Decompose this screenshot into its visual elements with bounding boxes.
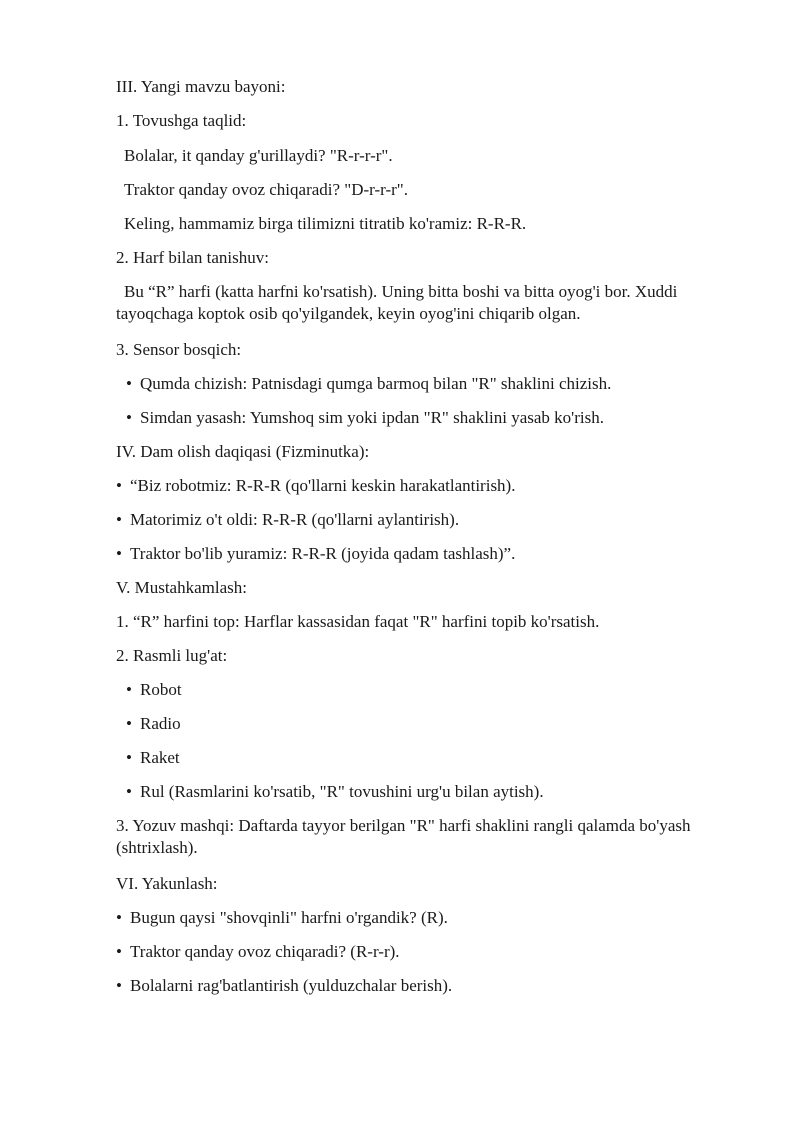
list-item: [126, 713, 766, 735]
paragraph: Bu “R” harfi (katta harfni ko'rsatish). Uning bitta boshi va bitta oyog'i bor. Xuddi tayoqchaga koptok osib qo'yilgandek, keyin oyog'ini chiqarib olgan.: [116, 282, 678, 323]
bullet-icon: •: [126, 408, 132, 427]
subheading-harf-bilan-tanishuv: 2. Harf bilan tanishuv:: [116, 248, 269, 267]
bullet-icon: •: [116, 976, 122, 995]
paragraph: Keling, hammamiz birga tilimizni titratib ko'ramiz: R-R-R.: [124, 214, 527, 233]
list-item-text: Bolalarni rag'batlantirish (yulduzchalar berish).: [130, 976, 453, 995]
section-heading-5: V. Mustahkamlash:: [116, 578, 247, 597]
list-item-text: Raket: [140, 748, 180, 767]
section-heading-6: VI. Yakunlash:: [116, 874, 218, 893]
list-item: [126, 407, 766, 429]
list-item-text: “Biz robotmiz: R-R-R (qo'llarni keskin harakatlantirish).: [130, 476, 516, 495]
list-item: [126, 781, 766, 803]
bullet-icon: •: [116, 908, 122, 927]
bullet-icon: •: [116, 544, 122, 563]
list-item: [116, 509, 756, 531]
bullet-icon: •: [126, 748, 132, 767]
list-item-text: Qumda chizish: Patnisdagi qumga barmoq bilan "R" shaklini chizish.: [140, 374, 612, 393]
bullet-icon: •: [116, 476, 122, 495]
list-item-text: Traktor qanday ovoz chiqaradi? (R-r-r).: [130, 942, 400, 961]
bullet-icon: •: [126, 680, 132, 699]
list-item: [126, 373, 766, 395]
paragraph: Bolalar, it qanday g'urillaydi? "R-r-r-r".: [124, 146, 393, 165]
list-item-text: Matorimiz o't oldi: R-R-R (qo'llarni aylantirish).: [130, 510, 460, 529]
list-item: [116, 941, 756, 963]
section-heading-4: IV. Dam olish daqiqasi (Fizminutka):: [116, 442, 370, 461]
list-item: [116, 975, 756, 997]
paragraph: 3. Yozuv mashqi: Daftarda tayyor berilgan "R" harfi shaklini rangli qalamda bo'yash (shtrixlash).: [116, 816, 691, 857]
bullet-icon: •: [126, 374, 132, 393]
bullet-icon: •: [116, 942, 122, 961]
subheading-rasmli-lugat: 2. Rasmli lug'at:: [116, 646, 228, 665]
list-item: [116, 543, 756, 565]
bullet-icon: •: [126, 714, 132, 733]
paragraph: Traktor qanday ovoz chiqaradi? "D-r-r-r".: [124, 180, 408, 199]
list-item: [116, 907, 756, 929]
list-item-text: Rul (Rasmlarini ko'rsatib, "R" tovushini urg'u bilan aytish).: [140, 782, 544, 801]
list-item: [126, 679, 766, 701]
list-item: [126, 747, 766, 769]
list-item-text: Robot: [140, 680, 182, 699]
list-item-text: Simdan yasash: Yumshoq sim yoki ipdan "R" shaklini yasab ko'rish.: [140, 408, 604, 427]
bullet-icon: •: [126, 782, 132, 801]
subheading-tovushga-taqlid: 1. Tovushga taqlid:: [116, 111, 247, 130]
list-item-text: Traktor bo'lib yuramiz: R-R-R (joyida qadam tashlash)”.: [130, 544, 516, 563]
list-item-text: Radio: [140, 714, 181, 733]
bullet-icon: •: [116, 510, 122, 529]
paragraph: 1. “R” harfini top: Harflar kassasidan faqat "R" harfini topib ko'rsatish.: [116, 612, 600, 631]
subheading-sensor-bosqich: 3. Sensor bosqich:: [116, 340, 242, 359]
section-heading-3: III. Yangi mavzu bayoni:: [116, 77, 286, 96]
list-item-text: Bugun qaysi "shovqinli" harfni o'rgandik? (R).: [130, 908, 448, 927]
list-item: [116, 475, 756, 497]
